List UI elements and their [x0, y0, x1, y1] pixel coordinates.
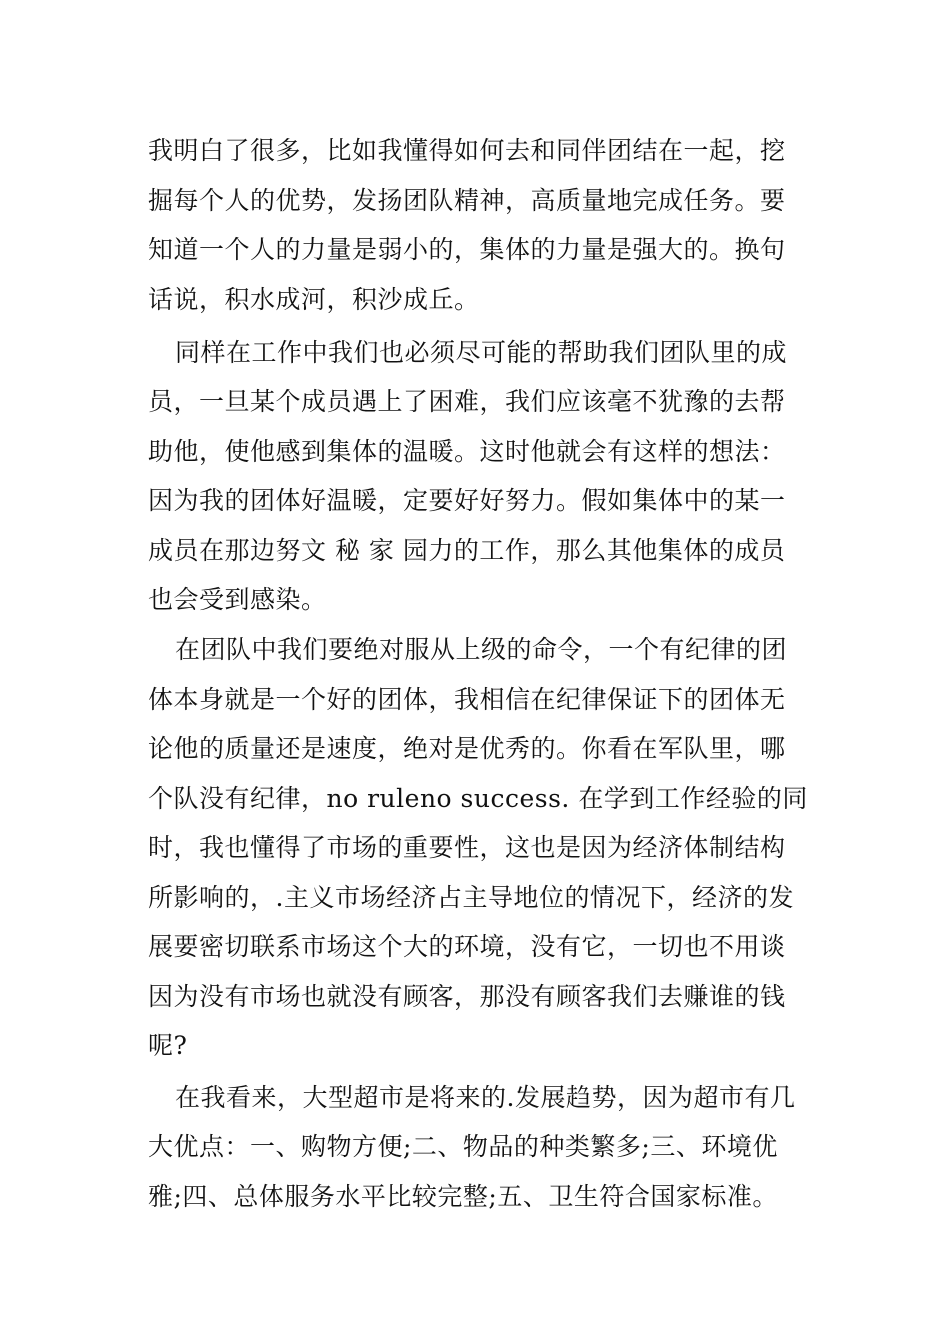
- text-line-7: 助他，使他感到集体的温暖。这时他就会有这样的想法：: [148, 437, 786, 466]
- text-line-20: 在我看来，大型超市是将来的.发展趋势，因为超市有几: [175, 1083, 796, 1112]
- text-line-9: 成员在那边努文 秘 家 园力的工作，那么其他集体的成员: [148, 536, 786, 565]
- text-line-11: 在团队中我们要绝对服从上级的命令，一个有纪律的团: [175, 635, 788, 664]
- text-line-3: 知道一个人的力量是弱小的，集体的力量是强大的。换句: [148, 235, 786, 264]
- text-line-2: 掘每个人的优势，发扬团队精神，高质量地完成任务。要: [148, 186, 786, 215]
- text-line-19: 呢?: [148, 1031, 188, 1060]
- text-line-4: 话说，积水成河，积沙成丘。: [148, 285, 480, 314]
- text-line-16: 所影响的，.主义市场经济占主导地位的情况下，经济的发: [148, 883, 794, 912]
- text-line-17: 展要密切联系市场这个大的环境，没有它，一切也不用谈: [148, 932, 786, 961]
- text-line-13: 论他的质量还是速度，绝对是优秀的。你看在军队里，哪: [148, 734, 786, 763]
- text-line-15: 时，我也懂得了市场的重要性，这也是因为经济体制结构: [148, 833, 786, 862]
- text-line-6: 员，一旦某个成员遇上了困难，我们应该毫不犹豫的去帮: [148, 387, 786, 416]
- text-line-12: 体本身就是一个好的团体，我相信在纪律保证下的团体无: [148, 685, 786, 714]
- text-line-18: 因为没有市场也就没有顾客，那没有顾客我们去赚谁的钱: [148, 982, 786, 1011]
- text-line-1: 我明白了很多，比如我懂得如何去和同伴团结在一起，挖: [148, 136, 786, 165]
- text-line-8: 因为我的团体好温暖，定要好好努力。假如集体中的某一: [148, 486, 786, 515]
- text-line-22: 雅;四、总体服务水平比较完整;五、卫生符合国家标准。: [148, 1182, 778, 1211]
- text-line-14: 个队没有纪律，no ruleno success. 在学到工作经验的同: [148, 784, 808, 813]
- text-line-5: 同样在工作中我们也必须尽可能的帮助我们团队里的成: [175, 338, 788, 367]
- text-line-10: 也会受到感染。: [148, 585, 327, 614]
- text-line-21: 大优点：一、购物方便;二、物品的种类繁多;三、环境优: [148, 1132, 778, 1161]
